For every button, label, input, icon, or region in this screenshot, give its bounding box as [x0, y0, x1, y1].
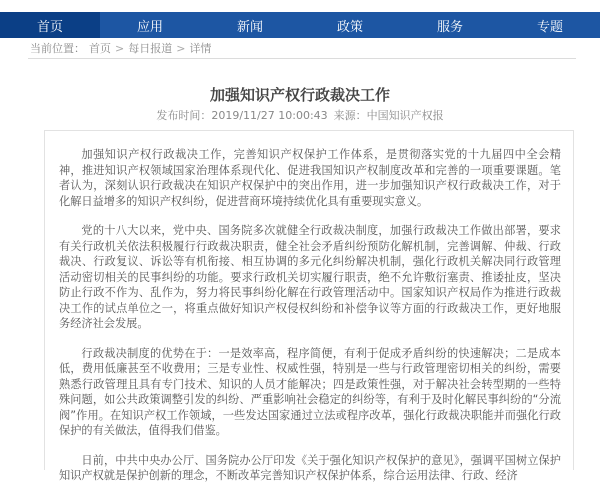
top-strip — [0, 0, 600, 10]
nav-item-apps[interactable]: 应用 — [136, 19, 163, 35]
breadcrumb-home-link[interactable]: 首页 — [89, 42, 111, 55]
article-paragraph: 日前，中共中央办公厅、国务院办公厅印发《关于强化知识产权保护的意见》，强调平国树立保护知识产权就是保护创新的理念，不断改革完善知识产权保护体系，综合运用法律、行政、经济 — [59, 453, 561, 482]
nav-item-services[interactable]: 服务 — [436, 19, 463, 35]
breadcrumb — [30, 40, 211, 56]
article-meta — [0, 107, 600, 123]
article-paragraph: 党的十八大以来，党中央、国务院多次就健全行政裁决制度，加强行政裁决工作做出部署，要求有关行政机关依法积极履行行政裁决职责，健全社会矛盾纠纷预防化解机制，完善调解、仲裁、行政裁决、行政复议、诉讼等有机衔接、相互协调的多元化纠纷解决机制，强化行政机关解决同行政管理活动密切相关的民事纠纷的功能。要求行政机关切实履行职责，绝不允许敷衍塞责、推诿扯皮，坚决防止行政不作为、乱作为，努力将民事纠纷化解在行政管理活动中。国家知识产权局作为推进行政裁决工作的试点单位之一，将重点做好知识产权侵权纠纷和补偿争议等方面的行政裁决工作，更好地服务经济社会发展。 — [59, 224, 561, 330]
breadcrumb-current: 详情 — [189, 42, 212, 55]
breadcrumb-separator: > — [176, 41, 186, 55]
breadcrumb-divider — [28, 58, 576, 59]
breadcrumb-separator: > — [115, 41, 125, 55]
source-label: 来源： — [333, 109, 367, 122]
article-paragraph: 加强知识产权行政裁决工作，完善知识产权保护工作体系，是贯彻落实党的十九届四中全会精神，推进知识产权领域国家治理体系现代化、促进我国知识产权制度改革和完善的一项重要课题。笔者认为，深刻认识行政裁决在知识产权保护中的突出作用，进一步加强知识产权行政裁决工作，对于化解日益增多的知识产权纠纷，促进营商环境持续优化具有重要现实意义。 — [59, 148, 561, 208]
article-title: 加强知识产权行政裁决工作 — [209, 86, 390, 104]
nav-item-policy[interactable]: 政策 — [336, 19, 363, 35]
breadcrumb-prefix: 当前位置： — [30, 42, 85, 55]
nav-item-topics[interactable]: 专题 — [536, 19, 563, 35]
publish-time: 2019/11/27 10:00:43 — [211, 109, 328, 122]
publish-time-label: 发布时间： — [156, 109, 212, 122]
article-paragraph: 行政裁决制度的优势在于：一是效率高，程序简便，有利于促成矛盾纠纷的快速解决；二是成本低，费用低廉甚至不收费用；三是专业性、权威性强，特别是一些与行政管理密切相关的纠纷，需要熟悉行政管理且具有专门技术、知识的人员才能解决；四是政策性强，对于解决社会转型期的一些特殊问题，如公共政策调整引发的纠纷、严重影响社会稳定的纠纷等，有利于及时化解民事纠纷的“分流阀”作用。在知识产权工作领域，一些发达国家通过立法或程序改革，强化行政裁决职能并而强化行政保护的有关做法，值得我们借鉴。 — [59, 346, 561, 437]
breadcrumb-section-link[interactable]: 每日报道 — [128, 42, 173, 55]
article-body — [44, 130, 574, 482]
main-nav — [0, 12, 600, 38]
nav-item-home[interactable]: 首页 — [0, 12, 100, 38]
nav-item-news[interactable]: 新闻 — [236, 19, 263, 35]
article-source: 中国知识产权报 — [366, 109, 444, 122]
